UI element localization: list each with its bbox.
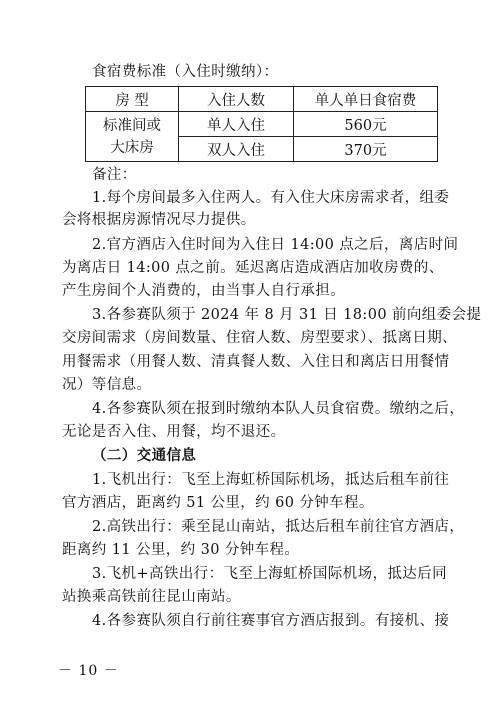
room-type-line: 标准间或: [103, 117, 161, 134]
transport-2-line-1: 2.高铁出行：乘至昆山南站，抵达后租车前往官方酒店，: [92, 519, 465, 535]
note-1-line-1: 1.每个房间最多入住两人。有入住大床房需求者，组委: [92, 190, 450, 206]
accommodation-fee-table: [85, 86, 438, 162]
transport-3-line-1: 3.飞机+高铁出行：飞至上海虹桥国际机场，抵达后同: [92, 566, 447, 582]
header-room-type: 房 型: [86, 87, 179, 112]
transport-2-line-2: 距离约 11 公里，约 30 分钟车程。: [62, 542, 300, 558]
note-2-line-3: 产生房间个人消费的，由当事人自行承担。: [62, 283, 346, 299]
transport-1-line-2: 官方酒店，距离约 51 公里，约 60 分钟车程。: [62, 495, 374, 511]
note-3-line-4: 况）等信息。: [62, 377, 152, 393]
note-2-line-2: 为离店日 14:00 点之前。延迟离店造成酒店加收房费的、: [62, 260, 444, 276]
note-1-line-2: 会将根据房源情况尽力提供。: [62, 212, 256, 228]
room-type-line: 大床房: [110, 139, 154, 156]
fee-cell: 560元: [294, 112, 438, 137]
occupancy-cell: 双人入住: [179, 137, 294, 162]
table-row: [86, 112, 438, 137]
table-header-row: [86, 87, 438, 112]
note-3-line-2: 交房间需求（房间数量、住宿人数、房型要求）、抵离日期、: [62, 330, 458, 346]
transport-4-line-1: 4.各参赛队须自行前往赛事官方酒店报到。有接机、接: [92, 613, 450, 629]
section-heading-transport: （二）交通信息: [92, 448, 197, 464]
note-3-line-1: 3.各参赛队须于 2024 年 8 月 31 日 18:00 前向组委会提: [92, 307, 482, 323]
note-3-line-3: 用餐需求（用餐人数、清真餐人数、入住日和离店日用餐情: [62, 354, 450, 370]
page-number: － 10 －: [58, 663, 119, 679]
fee-heading: 食宿费标准（入住时缴纳）：: [92, 64, 279, 80]
header-fee: 单人单日食宿费: [294, 87, 438, 112]
occupancy-cell: 单人入住: [179, 112, 294, 137]
transport-3-line-2: 站换乘高铁前往昆山南站。: [62, 589, 241, 605]
note-4-line-1: 4.各参赛队须在报到时缴纳本队人员食宿费。缴纳之后，: [92, 401, 465, 417]
notes-label: 备注：: [92, 167, 137, 183]
transport-1-line-1: 1.飞机出行：飞至上海虹桥国际机场，抵达后租车前往: [92, 472, 450, 488]
room-type-cell: [86, 112, 179, 162]
header-occupancy: 入住人数: [179, 87, 294, 112]
note-4-line-2: 无论是否入住、用餐，均不退还。: [62, 424, 286, 440]
note-2-line-1: 2.官方酒店入住时间为入住日 14:00 点之后，离店时间: [92, 237, 459, 253]
fee-cell: 370元: [294, 137, 438, 162]
